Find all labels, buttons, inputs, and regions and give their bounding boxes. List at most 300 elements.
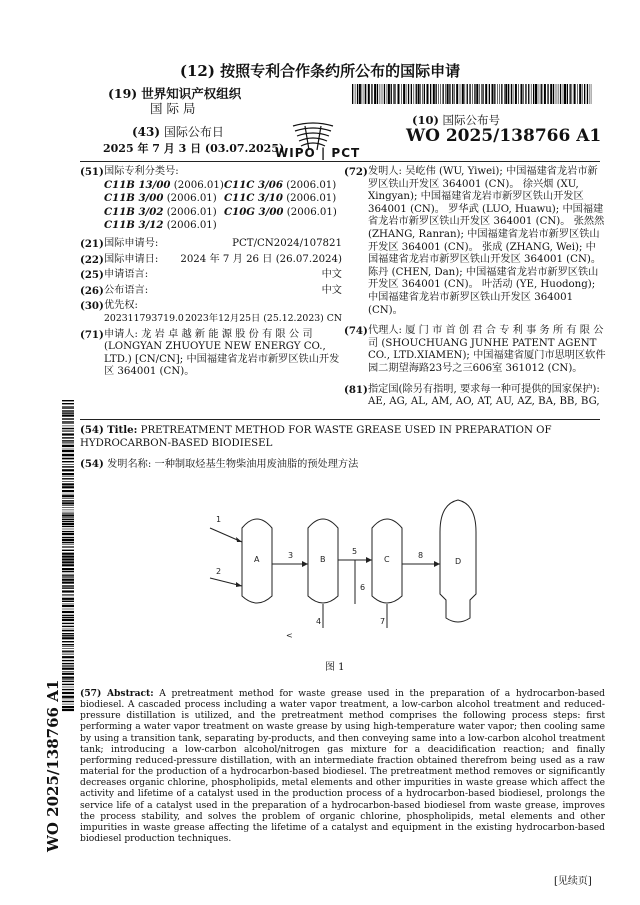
biblio-divider [80, 419, 600, 420]
barcode-bar [485, 84, 487, 104]
applicant-text: 申请人: 龙 岩 卓 越 新 能 源 股 份 有 限 公 司 (LONGYAN ZHUOYUE NEW ENERGY CO., LTD.) [CN/CN]; 中国福建省龙岩市新罗区铁山开发区 364001 (CN)。 [104, 328, 340, 378]
barcode-bar [482, 84, 483, 104]
ipc-code: (51) [80, 166, 104, 178]
barcode-bar [62, 457, 74, 458]
barcode-bar [62, 553, 74, 555]
continued-note: [见续页] [554, 876, 592, 887]
title-en-label: Title: [107, 424, 138, 436]
barcode-bar [62, 579, 74, 581]
barcode-bar [447, 84, 449, 104]
org-code: (19) [108, 86, 138, 101]
ipc-class: C11B 13/00 (2006.01) [104, 178, 224, 191]
barcode-bar [62, 523, 74, 525]
figure-label-8: 8 [418, 551, 424, 560]
barcode-bar [511, 84, 512, 104]
barcode-bar [462, 84, 464, 104]
barcode-bar [501, 84, 502, 104]
barcode-bar [563, 84, 564, 104]
barcode-bar [411, 84, 412, 104]
barcode-bar [62, 512, 74, 513]
document-title: (12) 按照专利合作条约所公布的国际申请 [179, 62, 461, 80]
barcode-bar [465, 84, 466, 104]
barcode-bar [62, 681, 74, 682]
ipc-class: C11B 3/12 (2006.01) [104, 219, 217, 232]
barcode-bar [518, 84, 519, 104]
barcode-bar [436, 84, 437, 104]
barcode-bar [525, 84, 526, 104]
wipo-logo [253, 122, 373, 172]
barcode-bar [452, 84, 453, 104]
barcode-bar [62, 431, 74, 432]
title-en-text: PRETREATMENT METHOD FOR WASTE GREASE USED IN PREPARATION OF HYDROCARBON-BASED BIODIESEL [80, 425, 552, 449]
abstract-label: Abstract: [106, 688, 154, 699]
ipc-class: C10G 3/00 (2006.01) [224, 205, 337, 218]
barcode-bar [577, 84, 578, 104]
figure-label-7: 7 [380, 617, 386, 626]
barcode-bar [62, 486, 74, 488]
barcode-bar [62, 533, 74, 535]
barcode-bar [62, 585, 74, 586]
barcode-bar [62, 450, 74, 452]
barcode-bar [62, 513, 74, 514]
app-no-value: PCT/CN2024/107821 [232, 237, 342, 249]
barcode-bar [62, 630, 74, 631]
barcode-bar [62, 617, 74, 618]
barcode-bar [492, 84, 494, 104]
barcode-bar [62, 547, 74, 548]
barcode-bar [62, 677, 74, 679]
barcode-bar [62, 604, 74, 605]
barcode-bar [62, 679, 74, 680]
agent-text: 代理人: 厦 门 市 首 创 君 合 专 利 事 务 所 有 限 公 司 (SHOUCHUANG JUNHE PATENT AGENT CO., LTD.XIAMEN); 中国福建省厦门市思明区软件园二期望海路23号之三606室 361012 (CN)。 [368, 325, 606, 374]
barcode-bar [547, 84, 548, 104]
barcode-bar [62, 550, 74, 551]
barcode-bar [62, 601, 74, 602]
barcode-bar [62, 611, 74, 613]
barcode-bar [62, 529, 74, 530]
barcode-bar [454, 84, 455, 104]
barcode-bar [62, 415, 74, 417]
barcode-bar [374, 84, 376, 104]
barcode-bar [382, 84, 383, 104]
barcode-bar [476, 84, 478, 104]
barcode-bar [422, 84, 423, 104]
barcode-bar [384, 84, 385, 104]
publication-date: 2025 年 7 月 3 日 (03.07.2025) [103, 142, 285, 155]
barcode-bar [62, 476, 74, 477]
barcode-bar [62, 542, 74, 543]
barcode-bar [508, 84, 509, 104]
barcode-bar [430, 84, 431, 104]
barcode-bar [62, 665, 74, 666]
priority-country: CN [326, 312, 342, 324]
barcode-bar [62, 544, 74, 545]
barcode-bar [62, 403, 74, 404]
barcode-bar [533, 84, 534, 104]
barcode-bar [443, 84, 444, 104]
barcode-bar [504, 84, 505, 104]
biblio-right [344, 166, 606, 409]
barcode-bar [62, 571, 74, 572]
barcode-bar [62, 428, 74, 429]
barcode-bar [62, 615, 74, 616]
barcode-bar [505, 84, 507, 104]
barcode-bar [494, 84, 495, 104]
barcode-bar [352, 84, 353, 104]
barcode-bar [62, 598, 74, 600]
agent-code: (74) [344, 325, 368, 338]
barcode-bar [62, 500, 74, 501]
barcode-bar [62, 531, 74, 532]
barcode-bar [62, 644, 74, 645]
barcode-bar [521, 84, 523, 104]
priority-number: 202311793719.0 [104, 312, 184, 324]
barcode-bar [62, 458, 74, 459]
barcode-bar [531, 84, 532, 104]
ipc-class: C11C 3/06 (2006.01) [224, 178, 337, 191]
barcode-bar [62, 498, 74, 499]
figure-label-d: D [455, 557, 462, 566]
pub-lang-label: 公布语言: [104, 284, 149, 296]
barcode-bar [62, 437, 74, 438]
barcode-bar [62, 574, 74, 575]
barcode-bar [570, 84, 571, 104]
barcode-bar [489, 84, 490, 104]
ipc-classes [104, 179, 342, 233]
filing-date-label: 国际申请日: [104, 253, 159, 265]
barcode-bar [62, 668, 74, 670]
barcode-bar [62, 706, 74, 708]
barcode-bar [420, 84, 421, 104]
barcode-bar [62, 653, 74, 654]
barcode-bar [579, 84, 581, 104]
barcode-bar [395, 84, 396, 104]
barcode-bar [371, 84, 372, 104]
barcode-bar [62, 646, 74, 647]
barcode-bar [62, 635, 74, 636]
barcode-bar [62, 701, 74, 702]
inventors-code: (72) [344, 166, 368, 178]
applicant-code: (71) [80, 328, 104, 341]
side-publication-number: WO 2025/138766 A1 [44, 679, 62, 852]
barcode-bar [416, 84, 417, 104]
barcode-bar [377, 84, 378, 104]
barcode-bar [62, 461, 74, 462]
barcode-bar [62, 473, 74, 475]
barcode-bar [62, 568, 74, 570]
barcode-bar [62, 539, 74, 541]
barcode-bar [380, 84, 381, 104]
barcode-bar [572, 84, 573, 104]
barcode-bar [62, 483, 74, 485]
barcode-bar [62, 641, 74, 642]
barcode-bar [558, 84, 559, 104]
barcode-bar [62, 507, 74, 508]
barcode-bar [424, 84, 425, 104]
title-zh-code: (54) [80, 458, 104, 471]
barcode-bar [62, 406, 74, 407]
app-no-label: 国际申请号: [104, 237, 159, 249]
barcode-bar [62, 605, 74, 607]
barcode-bar [62, 444, 74, 445]
barcode-bar [550, 84, 552, 104]
barcode-bar [401, 84, 402, 104]
barcode-bar [62, 412, 74, 413]
barcode-bar [497, 84, 498, 104]
barcode-bar [540, 84, 541, 104]
barcode-bar [472, 84, 473, 104]
barcode-bar [393, 84, 394, 104]
barcode-bar [456, 84, 458, 104]
org-bureau: 国 际 局 [150, 101, 196, 116]
barcode-bar [62, 505, 74, 506]
figure-stray-mark: < [286, 631, 293, 640]
barcode-bar [582, 84, 583, 104]
barcode-bar [62, 673, 74, 675]
barcode-bar [553, 84, 554, 104]
filing-date-value: 2024 年 7 月 26 日 (26.07.2024) [180, 253, 342, 265]
barcode-bar [62, 564, 74, 566]
barcode-bar [62, 495, 74, 497]
barcode-bar [62, 651, 74, 652]
barcode-bar [62, 514, 74, 516]
barcode-bar [62, 433, 74, 435]
barcode-bar [449, 84, 450, 104]
barcode-bar [398, 84, 400, 104]
title-en-code: (54) [80, 424, 104, 436]
title-en [80, 424, 605, 450]
barcode-bar [62, 654, 74, 655]
barcode-bar [418, 84, 420, 104]
pub-date-label: 国际公布日 [163, 125, 224, 139]
barcode-bar [62, 481, 74, 482]
barcode-top [352, 84, 592, 104]
barcode-bar [62, 692, 74, 694]
barcode-bar [62, 454, 74, 456]
barcode-bar [467, 84, 468, 104]
barcode-bar [62, 684, 74, 685]
barcode-bar [560, 84, 561, 104]
figure-label-a: A [254, 555, 260, 564]
barcode-bar [357, 84, 358, 104]
barcode-bar [62, 521, 74, 522]
figure-label-2: 2 [216, 567, 222, 576]
barcode-bar [564, 84, 566, 104]
app-no-code: (21) [80, 237, 104, 250]
barcode-bar [62, 418, 74, 419]
barcode-bar [62, 577, 74, 578]
barcode-bar [62, 699, 74, 700]
barcode-bar [365, 84, 366, 104]
barcode-bar [515, 84, 517, 104]
figure-label-1: 1 [216, 515, 222, 524]
barcode-bar [62, 687, 74, 688]
pub-no-code: (10) [412, 113, 439, 127]
figure-label-3: 3 [288, 551, 294, 560]
barcode-bar [62, 666, 74, 667]
barcode-bar [62, 709, 74, 711]
barcode-bar [414, 84, 415, 104]
barcode-bar [62, 696, 74, 698]
figure-caption: 图 1 [325, 662, 345, 673]
barcode-bar [62, 619, 74, 621]
barcode-bar [62, 594, 74, 595]
priority-code: (30) [80, 300, 104, 313]
barcode-bar [469, 84, 470, 104]
barcode-bar [541, 84, 542, 104]
barcode-bar [460, 84, 461, 104]
barcode-bar [368, 84, 370, 104]
barcode-bar [62, 582, 74, 584]
barcode-bar [62, 445, 74, 447]
barcode-bar [62, 466, 74, 467]
barcode-bar [62, 400, 74, 401]
barcode-bar [523, 84, 524, 104]
ipc-class: C11B 3/00 (2006.01) [104, 192, 217, 205]
barcode-bar [62, 656, 74, 658]
barcode-bar [62, 671, 74, 672]
ipc-class: C11B 3/02 (2006.01) [104, 205, 217, 218]
title-block [80, 424, 605, 472]
barcode-bar [62, 469, 74, 471]
ipc-label: 国际专利分类号: [104, 166, 179, 177]
barcode-bar [406, 84, 407, 104]
barcode-bar [62, 478, 74, 479]
barcode-bar [62, 689, 74, 690]
pub-lang-code: (26) [80, 284, 104, 297]
barcode-bar [388, 84, 390, 104]
barcode-bar [62, 648, 74, 649]
barcode-bar [62, 704, 74, 705]
barcode-bar [364, 84, 365, 104]
barcode-bar [513, 84, 514, 104]
designated-code: (81) [344, 383, 368, 396]
barcode-bar [62, 519, 74, 520]
barcode-bar [408, 84, 409, 104]
barcode-bar [391, 84, 392, 104]
pub-date-label-block [132, 123, 224, 140]
process-flow-figure [200, 498, 490, 646]
barcode-bar [62, 637, 74, 639]
priority-label: 优先权: [104, 300, 138, 312]
barcode-bar [62, 590, 74, 592]
barcode-bar [574, 84, 576, 104]
barcode-bar [587, 84, 588, 104]
title-zh-label: 发明名称: [107, 459, 152, 471]
barcode-bar [440, 84, 441, 104]
barcode-bar [556, 84, 557, 104]
barcode-bar [62, 663, 74, 664]
pub-date-code: (43) [132, 125, 161, 139]
org-name: 世界知识产权组织 [141, 86, 242, 101]
barcode-bar [62, 410, 74, 411]
ipc-class: C11C 3/10 (2006.01) [224, 192, 337, 205]
barcode-bar [433, 84, 435, 104]
filing-lang-label: 申请语言: [104, 269, 149, 281]
barcode-bar [62, 502, 74, 504]
barcode-bar [62, 660, 74, 661]
title-zh [80, 458, 605, 472]
barcode-bar [403, 84, 405, 104]
barcode-bar [528, 84, 529, 104]
priority-date: 2023年12月25日 (25.12.2023) [185, 312, 324, 324]
figure-label-6: 6 [360, 583, 366, 592]
barcode-bar [355, 84, 356, 104]
filing-lang-code: (25) [80, 269, 104, 282]
barcode-bar [62, 609, 74, 610]
barcode-bar [62, 629, 74, 630]
filing-lang-value: 中文 [321, 269, 342, 281]
abstract-code: (57) [80, 688, 102, 699]
barcode-bar [62, 633, 74, 634]
barcode-bar [62, 626, 74, 627]
figure-label-4: 4 [316, 617, 322, 626]
barcode-bar [62, 537, 74, 538]
barcode-bar [62, 490, 74, 492]
pub-lang-value: 中文 [321, 284, 342, 296]
abstract [80, 688, 605, 845]
barcode-bar [62, 449, 74, 450]
figure-label-5: 5 [352, 547, 358, 556]
barcode-bar [62, 556, 74, 558]
header-divider [80, 161, 600, 162]
barcode-bar [538, 84, 539, 104]
barcode-bar [387, 84, 388, 104]
biblio-left [80, 166, 342, 379]
barcode-bar [445, 84, 446, 104]
barcode-bar [438, 84, 439, 104]
barcode-bar [62, 558, 74, 560]
barcode-bar [474, 84, 475, 104]
barcode-bar [590, 84, 591, 104]
barcode-bar [62, 430, 74, 431]
barcode-bar [62, 623, 74, 624]
barcode-bar [544, 84, 546, 104]
publication-number: WO 2025/138766 A1 [406, 126, 602, 146]
barcode-bar [62, 464, 74, 465]
barcode-bar [62, 442, 74, 443]
barcode-bar [362, 84, 363, 104]
barcode-bar [62, 426, 74, 427]
title-zh-text: 一种制取烃基生物柴油用废油脂的预处理方法 [154, 459, 359, 471]
barcode-bar [62, 526, 74, 527]
filing-date-code: (22) [80, 253, 104, 266]
abstract-text: A pretreatment method for waste grease used in the preparation of a hydrocarbon-based biodiesel. A cascaded process including a water vapor treatment, a low-carbon alcohol treatment and reduced-pressure distillation is utilized, and the pretreatment method comprises the following process steps: first performing a water vapor treatment on waste grease by using high-temperature water vapor; then cooling same by using a transition tank, separating by-products, and then conveying same into a low-carbon alcohol treatment tank; introducing a low-carbon alcohol/nitrogen gas mixture for a deacidification reaction; and finally performing reduced-pressure distillation, with an intermediate fraction obtained therefrom being used as a raw material for the production of a hydrocarbon-based biodiesel. The pretreatment method removes or significantly decreases organic chlorine, phospholipids, metal elements and other impurities in waste grease which affect the activity and lifetime of a catalyst used in the production process of a hydrocarbon-based biodiesel, prolongs the service life of a catalyst used in the preparation of a hydrocarbon-based biodiesel from waste grease, improves the process stability, and solves the problem of organic chlorine, phospholipids, metal elements and other impurities in waste grease affecting the lifetime of a catalyst and equipment in the existing hydrocarbon-based biodiesel production techniques. [80, 689, 605, 845]
figure-label-b: B [320, 555, 326, 564]
barcode-bar [62, 546, 74, 547]
designated-text: 指定国(除另有指明, 要求每一种可提供的国家保护): AE, AG, AL, AM, AO, AT, AU, AZ, BA, BB, BG, [368, 383, 600, 408]
figure-label-c: C [384, 555, 390, 564]
barcode-bar [62, 440, 74, 441]
inventors-text: 发明人: 吴屹伟 (WU, Yiwei); 中国福建省龙岩市新罗区铁山开发区 364001 (CN)。 徐兴烟 (XU, Xingyan); 中国福建省龙岩市新罗区铁山开发区 364001 (CN)。 罗华武 (LUO, Huawu); 中国福建省龙岩市新罗区铁山开发区 364001 (CN)。 张然然 (ZHANG, Ranran); 中国福建省龙岩市新罗区铁山开发区 364001 (CN)。 张成 (ZHANG, Wei); 中国福建省龙岩市新罗区铁山开发区 364001 (CN)。 陈丹 (CHEN, Dan); 中国福建省龙岩市新罗区铁山开发区 364001 (CN)。 叶活动 (YE, Huodong); 中国福建省龙岩市新罗区铁山开发区 364001 (CN)。 [368, 166, 605, 316]
barcode-bar [62, 587, 74, 588]
barcode-bar [499, 84, 500, 104]
barcode-bar [62, 421, 74, 422]
barcode-bar [62, 407, 74, 408]
barcode-bar [535, 84, 537, 104]
barcode-bar [62, 494, 74, 495]
wipo-logo-text: WIPO | PCT [275, 146, 361, 160]
barcode-bar [479, 84, 480, 104]
barcode-bar [62, 510, 74, 511]
barcode-bar [427, 84, 429, 104]
barcode-bar [567, 84, 568, 104]
barcode-bar [62, 596, 74, 597]
pub-no-label: 国际公布号 [442, 113, 501, 127]
barcode-bar [62, 561, 74, 563]
barcode-bar [481, 84, 482, 104]
barcode-side [62, 400, 74, 712]
